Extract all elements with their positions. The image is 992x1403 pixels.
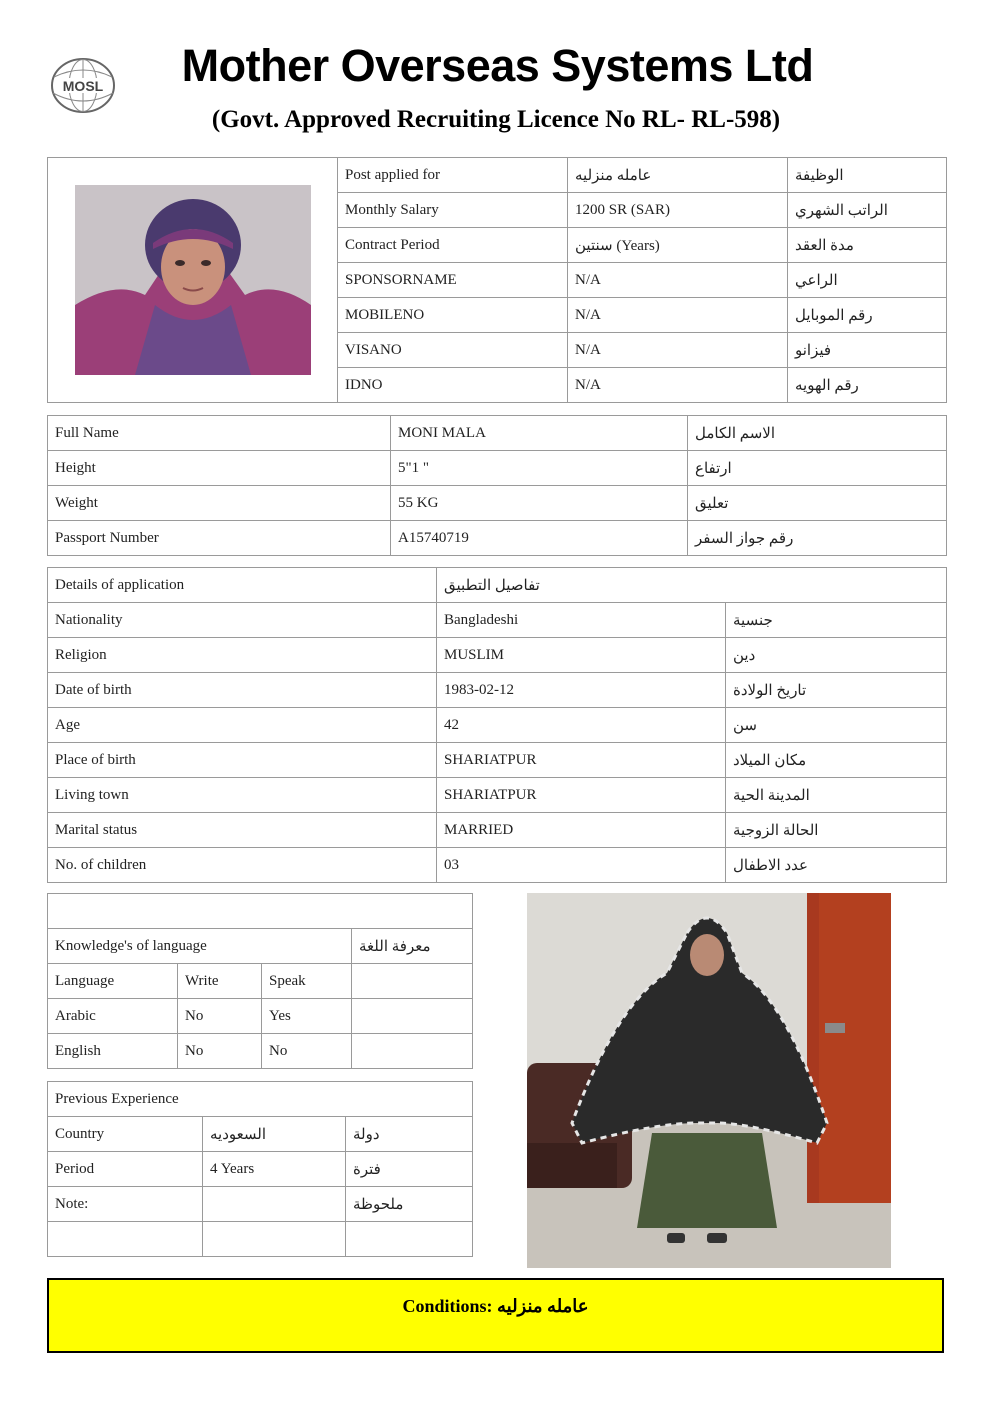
application-label: Age bbox=[48, 708, 437, 743]
experience-label: Note: bbox=[48, 1187, 203, 1222]
personal-arabic: تعليق bbox=[688, 486, 947, 521]
conditions-value: عامله منزليه bbox=[496, 1296, 589, 1316]
experience-title: Previous Experience bbox=[48, 1082, 473, 1117]
experience-arabic: دولة bbox=[346, 1117, 473, 1152]
experience-value: 4 Years bbox=[203, 1152, 346, 1187]
language-write: No bbox=[178, 1034, 262, 1069]
application-header-label: Details of application bbox=[48, 568, 437, 603]
application-details-table bbox=[47, 567, 947, 883]
experience-arabic: ملحوظة bbox=[346, 1187, 473, 1222]
job-value: N/A bbox=[568, 333, 788, 368]
application-arabic: مكان الميلاد bbox=[726, 743, 947, 778]
language-name: Arabic bbox=[48, 999, 178, 1034]
application-value: MARRIED bbox=[437, 813, 726, 848]
portrait-photo bbox=[75, 185, 311, 375]
language-title-arabic: معرفة اللغة bbox=[352, 929, 473, 964]
language-table bbox=[47, 893, 473, 1069]
job-value: N/A bbox=[568, 263, 788, 298]
application-arabic: المدينة الحية bbox=[726, 778, 947, 813]
experience-value: السعوديه bbox=[203, 1117, 346, 1152]
application-value: SHARIATPUR bbox=[437, 743, 726, 778]
job-arabic: مدة العقد bbox=[788, 228, 947, 263]
job-arabic: الراتب الشهري bbox=[788, 193, 947, 228]
personal-value: 55 KG bbox=[391, 486, 688, 521]
logo-text: MOSL bbox=[62, 78, 104, 94]
job-value: N/A bbox=[568, 368, 788, 403]
experience-arabic: فترة bbox=[346, 1152, 473, 1187]
job-label: SPONSORNAME bbox=[338, 263, 568, 298]
speak-col-header: Speak bbox=[262, 964, 352, 999]
conditions-label: Conditions: bbox=[402, 1296, 493, 1316]
application-label: No. of children bbox=[48, 848, 437, 883]
language-col-header: Language bbox=[48, 964, 178, 999]
personal-value: 5"1 " bbox=[391, 451, 688, 486]
licence-number: (Govt. Approved Recruiting Licence No RL- RL-598) bbox=[211, 106, 781, 133]
personal-value: A15740719 bbox=[391, 521, 688, 556]
language-blank-row bbox=[48, 894, 473, 929]
personal-label: Full Name bbox=[48, 416, 391, 451]
experience-table bbox=[47, 1081, 473, 1257]
application-header-arabic: تفاصيل التطبيق bbox=[437, 568, 947, 603]
personal-arabic: الاسم الكامل bbox=[688, 416, 947, 451]
application-value: SHARIATPUR bbox=[437, 778, 726, 813]
write-col-header: Write bbox=[178, 964, 262, 999]
job-label: Post applied for bbox=[338, 158, 568, 193]
experience-label: Country bbox=[48, 1117, 203, 1152]
company-name: Mother Overseas Systems Ltd bbox=[181, 40, 814, 91]
application-arabic: تاريخ الولادة bbox=[726, 673, 947, 708]
job-arabic: الراعي bbox=[788, 263, 947, 298]
job-label: IDNO bbox=[338, 368, 568, 403]
language-empty-cell bbox=[352, 1034, 473, 1069]
personal-label: Passport Number bbox=[48, 521, 391, 556]
application-label: Date of birth bbox=[48, 673, 437, 708]
job-label: MOBILENO bbox=[338, 298, 568, 333]
application-value: MUSLIM bbox=[437, 638, 726, 673]
language-title: Knowledge's of language bbox=[48, 929, 352, 964]
language-empty-cell bbox=[352, 999, 473, 1034]
application-arabic: سن bbox=[726, 708, 947, 743]
application-value: 42 bbox=[437, 708, 726, 743]
experience-empty-cell bbox=[346, 1222, 473, 1257]
personal-label: Weight bbox=[48, 486, 391, 521]
application-label: Place of birth bbox=[48, 743, 437, 778]
application-label: Marital status bbox=[48, 813, 437, 848]
experience-empty-cell bbox=[203, 1222, 346, 1257]
job-value: عامله منزليه bbox=[568, 158, 788, 193]
language-speak: No bbox=[262, 1034, 352, 1069]
application-value: 1983-02-12 bbox=[437, 673, 726, 708]
experience-label: Period bbox=[48, 1152, 203, 1187]
application-arabic: جنسية bbox=[726, 603, 947, 638]
full-body-photo bbox=[527, 893, 891, 1268]
application-arabic: دين bbox=[726, 638, 947, 673]
personal-details-table bbox=[47, 415, 947, 556]
application-value: 03 bbox=[437, 848, 726, 883]
job-value: 1200 SR (SAR) bbox=[568, 193, 788, 228]
conditions-text bbox=[47, 1296, 944, 1317]
personal-label: Height bbox=[48, 451, 391, 486]
portrait-cell bbox=[48, 158, 338, 403]
language-speak: Yes bbox=[262, 999, 352, 1034]
application-label: Nationality bbox=[48, 603, 437, 638]
experience-value bbox=[203, 1187, 346, 1222]
job-label: Contract Period bbox=[338, 228, 568, 263]
personal-arabic: ارتفاع bbox=[688, 451, 947, 486]
personal-arabic: رقم جواز السفر bbox=[688, 521, 947, 556]
job-label: VISANO bbox=[338, 333, 568, 368]
job-value: N/A bbox=[568, 298, 788, 333]
application-arabic: الحالة الزوجية bbox=[726, 813, 947, 848]
experience-empty-cell bbox=[48, 1222, 203, 1257]
personal-value: MONI MALA bbox=[391, 416, 688, 451]
job-details-table bbox=[47, 157, 947, 403]
job-arabic: فيزانو bbox=[788, 333, 947, 368]
language-write: No bbox=[178, 999, 262, 1034]
job-arabic: الوظيفة bbox=[788, 158, 947, 193]
job-value: سنتين (Years) bbox=[568, 228, 788, 263]
language-name: English bbox=[48, 1034, 178, 1069]
language-empty-cell bbox=[352, 964, 473, 999]
application-label: Living town bbox=[48, 778, 437, 813]
application-arabic: عدد الاطفال bbox=[726, 848, 947, 883]
job-arabic: رقم الموبايل bbox=[788, 298, 947, 333]
job-arabic: رقم الهويه bbox=[788, 368, 947, 403]
application-label: Religion bbox=[48, 638, 437, 673]
application-value: Bangladeshi bbox=[437, 603, 726, 638]
job-label: Monthly Salary bbox=[338, 193, 568, 228]
